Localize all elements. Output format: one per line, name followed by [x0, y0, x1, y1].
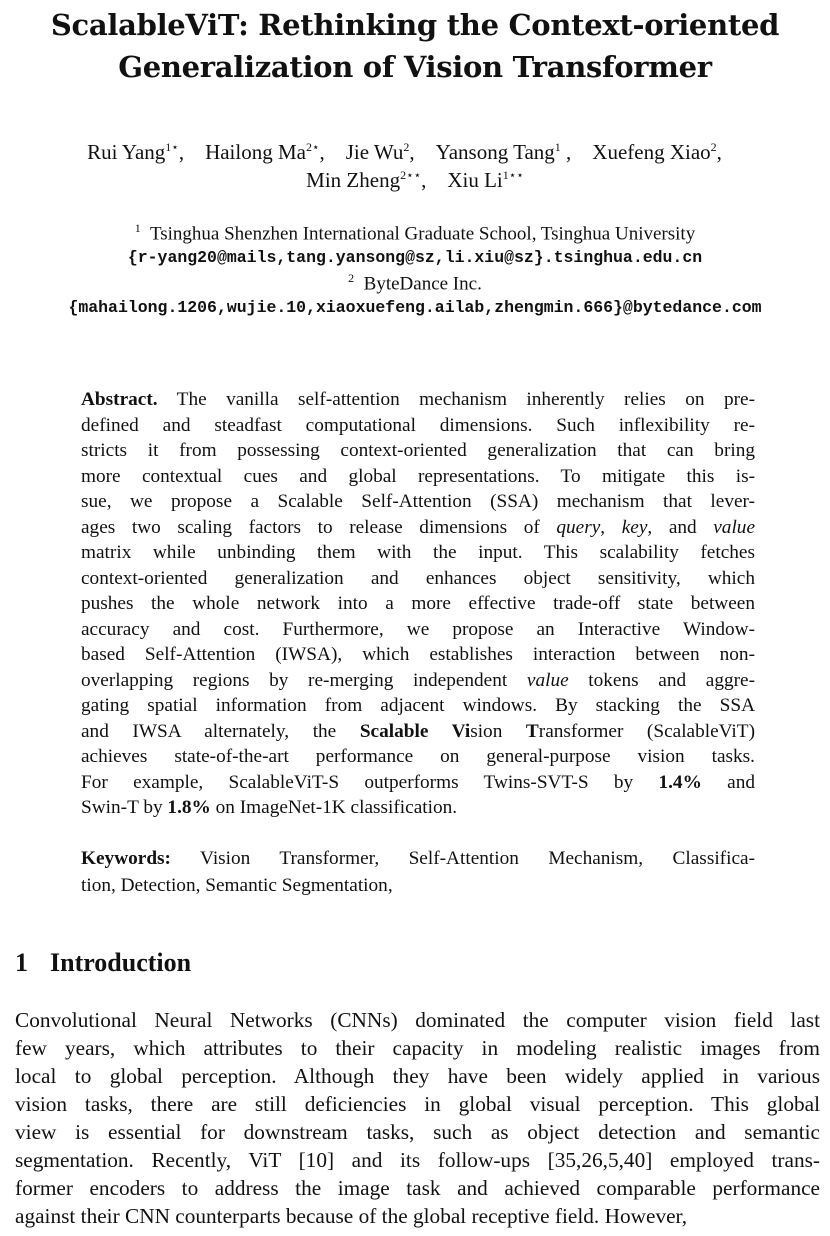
author-name: Jie Wu [345, 140, 404, 164]
author [205, 140, 319, 164]
text-segment: Abstract. [81, 389, 158, 410]
text-segment: pushes the whole network into a more effective trade-off state between [81, 593, 755, 614]
intro-line [15, 1204, 820, 1229]
text-segment: value [526, 669, 569, 691]
author-affiliation-mark: 2⋆⋆ [400, 168, 422, 182]
text-segment: 1.4% [658, 771, 702, 793]
text-segment: Vision Transformer, Self-Attention Mechanism, Classifica- [170, 848, 755, 869]
abstract-line [81, 491, 755, 513]
keywords-line [81, 875, 755, 897]
abstract-line [81, 542, 755, 564]
text-segment: , [600, 516, 622, 538]
author-name: Xuefeng Xiao [592, 140, 711, 164]
text-segment: gating spatial information from adjacent windows. By stacking the SSA [81, 695, 755, 716]
text-segment: segmentation. Recently, ViT [10] and its follow-ups [35,26,5,40] employed trans- [15, 1148, 820, 1172]
text-segment: 1.8% [167, 797, 211, 818]
abstract-line [81, 619, 755, 641]
intro-line [15, 1176, 820, 1201]
text-segment: against their CNN counterparts because of the global receptive field. However, [15, 1204, 688, 1228]
section-heading-introduction [15, 948, 191, 978]
author-affiliation-mark: 2 [403, 140, 410, 154]
text-segment: Keywords: [81, 848, 171, 869]
text-segment: The vanilla self-attention mechanism inherently relies on pre- [157, 389, 755, 410]
author [306, 168, 421, 192]
text-segment: vision tasks, there are still deficiencies in global visual perception. This global [15, 1092, 820, 1116]
intro-line [15, 1008, 820, 1033]
text-segment: accuracy and cost. Furthermore, we propose an Interactive Window- [81, 618, 755, 640]
abstract-line [81, 797, 755, 819]
abstract-line [81, 721, 755, 743]
text-segment: T [525, 720, 539, 742]
author-affiliation-mark: 1⋆⋆ [502, 168, 524, 182]
text-segment: more contextual cues and global representations. To mitigate this is- [81, 465, 755, 487]
intro-line [15, 1120, 820, 1145]
affiliation-1 [0, 221, 830, 245]
author-affiliation-mark: 1 [554, 140, 561, 154]
affiliation-2 [0, 271, 830, 295]
text-segment: and IWSA alternately, the [81, 720, 360, 742]
author-affiliation-mark: 1⋆ [165, 140, 179, 154]
text-segment: few years, which attributes to their capacity in modeling realistic images from [15, 1036, 820, 1060]
abstract-line [81, 695, 755, 717]
text-segment: context-oriented generalization and enhances object sensitivity, which [81, 567, 755, 589]
author-name: Xiu Li [447, 168, 503, 192]
keywords-line [81, 848, 755, 870]
abstract-line [81, 517, 755, 539]
text-segment: Convolutional Neural Networks (CNNs) dominated the computer vision field last [15, 1008, 820, 1032]
text-segment: tion, Detection, Semantic Segmentation, [81, 875, 393, 896]
abstract-line [81, 440, 755, 462]
text-segment: ages two scaling factors to release dimensions of [81, 516, 557, 538]
author-affiliation-mark: 2 [710, 140, 717, 154]
author [87, 140, 179, 164]
text-segment: key [621, 516, 648, 538]
text-segment: matrix while unbinding them with the input. This scalability fetches [81, 542, 755, 563]
section-title: Introduction [50, 948, 192, 977]
text-segment: tokens and aggre- [568, 669, 755, 691]
abstract-line [81, 644, 755, 666]
abstract-line [81, 670, 755, 692]
text-segment: query [556, 516, 601, 538]
affiliation-2-name: ByteDance Inc. [363, 273, 482, 295]
text-segment: Scalable Vi [359, 720, 471, 742]
intro-line [15, 1036, 820, 1061]
intro-line [15, 1148, 820, 1173]
text-segment: former encoders to address the image task and achieved comparable performance [15, 1176, 820, 1200]
text-segment: value [713, 516, 756, 538]
author [447, 168, 523, 192]
abstract-line [81, 746, 755, 768]
text-segment: sion [470, 720, 526, 742]
text-segment: based Self-Attention (IWSA), which establishes interaction between non- [81, 644, 755, 665]
text-segment: sue, we propose a Scalable Self-Attention (SSA) mechanism that lever- [81, 491, 755, 512]
text-segment: view is essential for downstream tasks, such as object detection and semantic [15, 1120, 820, 1144]
text-segment: For example, ScalableViT-S outperforms Twins-SVT-S by [81, 771, 659, 793]
abstract-line [81, 389, 755, 411]
text-segment: achieves state-of-the-art performance on general-purpose vision tasks. [81, 746, 755, 767]
author-name: Hailong Ma [205, 140, 306, 164]
abstract-line [81, 772, 755, 794]
intro-line [15, 1092, 820, 1117]
text-segment: Swin-T by [81, 797, 168, 818]
author-name: Yansong Tang [435, 140, 555, 164]
abstract-line [81, 466, 755, 488]
abstract-line [81, 568, 755, 590]
abstract-line [81, 415, 755, 437]
text-segment: defined and steadfast computational dimensions. Such inflexibility re- [81, 414, 755, 436]
author-affiliation-mark: 2⋆ [305, 140, 320, 154]
abstract-line [81, 593, 755, 615]
text-segment: , and [647, 516, 714, 538]
text-segment: ransformer (ScalableViT) [538, 720, 755, 742]
text-segment: local to global perception. Although they have been widely applied in various [15, 1064, 820, 1088]
author-list-line-1: Rui Yang$^{1⋆}$, Hailong $Ma^{2⋆}$, Jie Wu$^2$, Yansong Tang$^1$ , Xuefeng Xiao$^2$, [87, 140, 743, 164]
author [592, 140, 716, 164]
paper-title-line-1: ScalableViT: Rethinking the Context-oriented [50, 8, 780, 42]
author-list-line-2: Min Zheng$^{2⋆⋆}$, Xiu $Li^{1⋆⋆}$ [306, 168, 524, 192]
affiliation-1-name: Tsinghua Shenzhen International Graduate School, Tsinghua University [149, 223, 696, 245]
intro-line [15, 1064, 820, 1089]
affiliation-1-emails: {r-yang20@mails,tang.yansong@sz,li.xiu@sz}.tsinghua.edu.cn [127, 248, 703, 267]
text-segment: on ImageNet-1K classification. [210, 797, 458, 818]
paper-title-line-2: Generalization of Vision Transformer [118, 50, 712, 84]
author [346, 140, 410, 164]
affiliation-2-number: 2 [348, 271, 355, 285]
text-segment: overlapping regions by re-merging independent [81, 669, 527, 691]
affiliation-1-number: 1 [134, 221, 141, 235]
affiliation-2-emails: {mahailong.1206,wujie.10,xiaoxuefeng.ailab,zhengmin.666}@bytedance.com [68, 298, 762, 317]
text-segment: stricts it from possessing context-oriented generalization that can bring [81, 440, 755, 461]
section-number: 1 [15, 948, 28, 977]
author-name: Rui Yang [87, 140, 166, 164]
author-name: Min Zheng [306, 168, 401, 192]
author [436, 140, 561, 164]
text-segment: and [701, 771, 755, 793]
